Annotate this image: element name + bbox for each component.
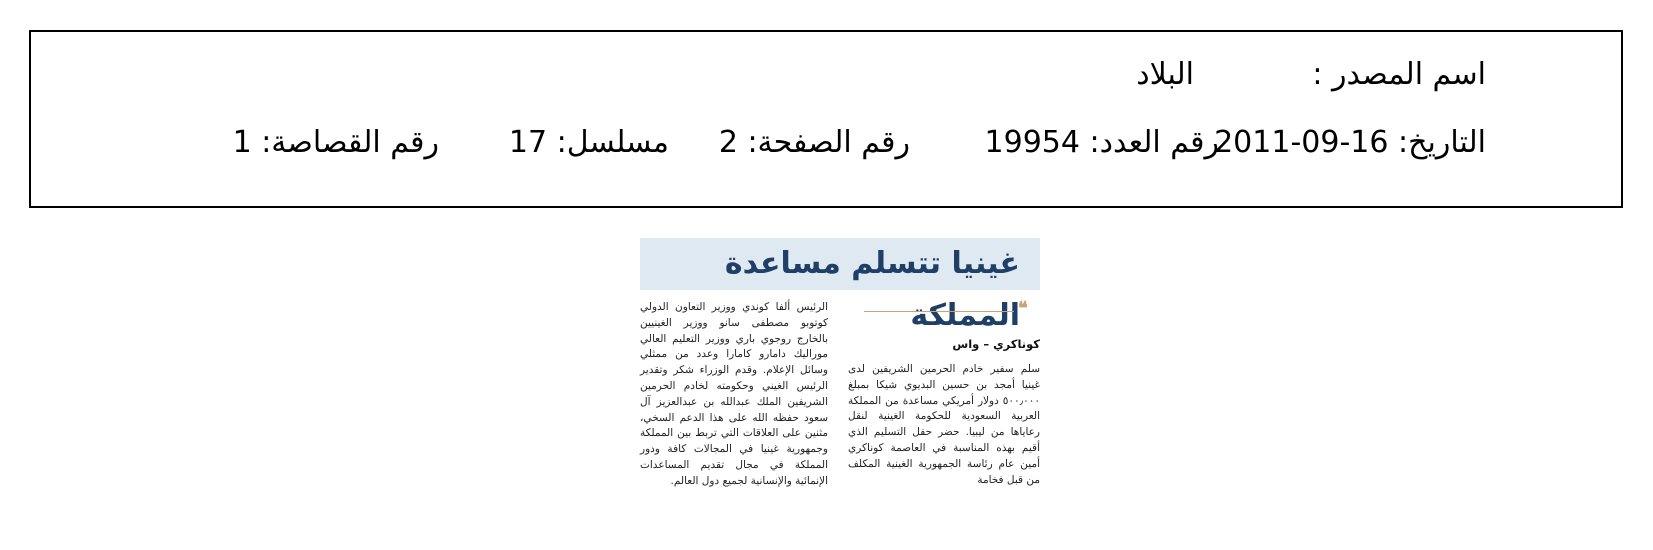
article-headline: غينيا تتسلم مساعدة المملكة (640, 238, 1040, 290)
newspaper-clipping (640, 238, 1040, 518)
date-field: التاريخ: 16-09-2011 (1214, 125, 1486, 160)
article-column-right (848, 362, 1040, 488)
page-number-field: رقم الصفحة: 2 (718, 125, 910, 160)
quote-mark-icon: ❝ (1018, 298, 1028, 319)
issue-number-field: رقم العدد: 19954 (984, 125, 1219, 160)
decorative-rule (864, 311, 1014, 312)
article-column-left (640, 300, 828, 490)
metadata-header-box (29, 30, 1623, 208)
article-paragraph-left: الرئيس ألفا كوندي ووزير التعاون الدولي كوتوبو مصطفى سانو ووزير الغينيين بالخارج روجوي باري ووزير التعليم العالي موراليك دامارو كامارا وعدد من ممثلي وسائل الإعلام. وقدم الوزراء شكر وتقدير الرئيس الغيني وحكومته لخادم الحرمين الشريفين الملك عبدالله بن عبدالعزيز آل سعود حفظه الله على هذا الدعم السخي، مثنين على العلاقات التي تربط بين المملكة وجمهورية غينيا في المجالات كافة ودور المملكة في مجال تقديم المساعدات الإنمائية والإنسانية لجميع دول العالم. (640, 301, 828, 487)
article-paragraph-right: سلم سفير خادم الحرمين الشريفين لدى غينيا أمجد بن حسين البديوي شيكا بمبلغ ٥٠٠٫٠٠٠ دولار أمريكي مساعدة من المملكة العربية السعودية للحكومة الغينية لنقل رعاياها من ليبيا. حضر حفل التسليم الذي أقيم بهذه المناسبة في العاصمة كوناكري أمين عام رئاسة الجمهورية الغينية المكلف من قبل فخامة (848, 363, 1040, 486)
clip-number-field: رقم القصاصة: 1 (232, 125, 439, 160)
serial-field: مسلسل: 17 (508, 125, 669, 160)
source-value: البلاد (1136, 57, 1194, 92)
article-dateline: كوناكري – واس (952, 337, 1040, 351)
source-label: اسم المصدر : (1312, 57, 1486, 92)
